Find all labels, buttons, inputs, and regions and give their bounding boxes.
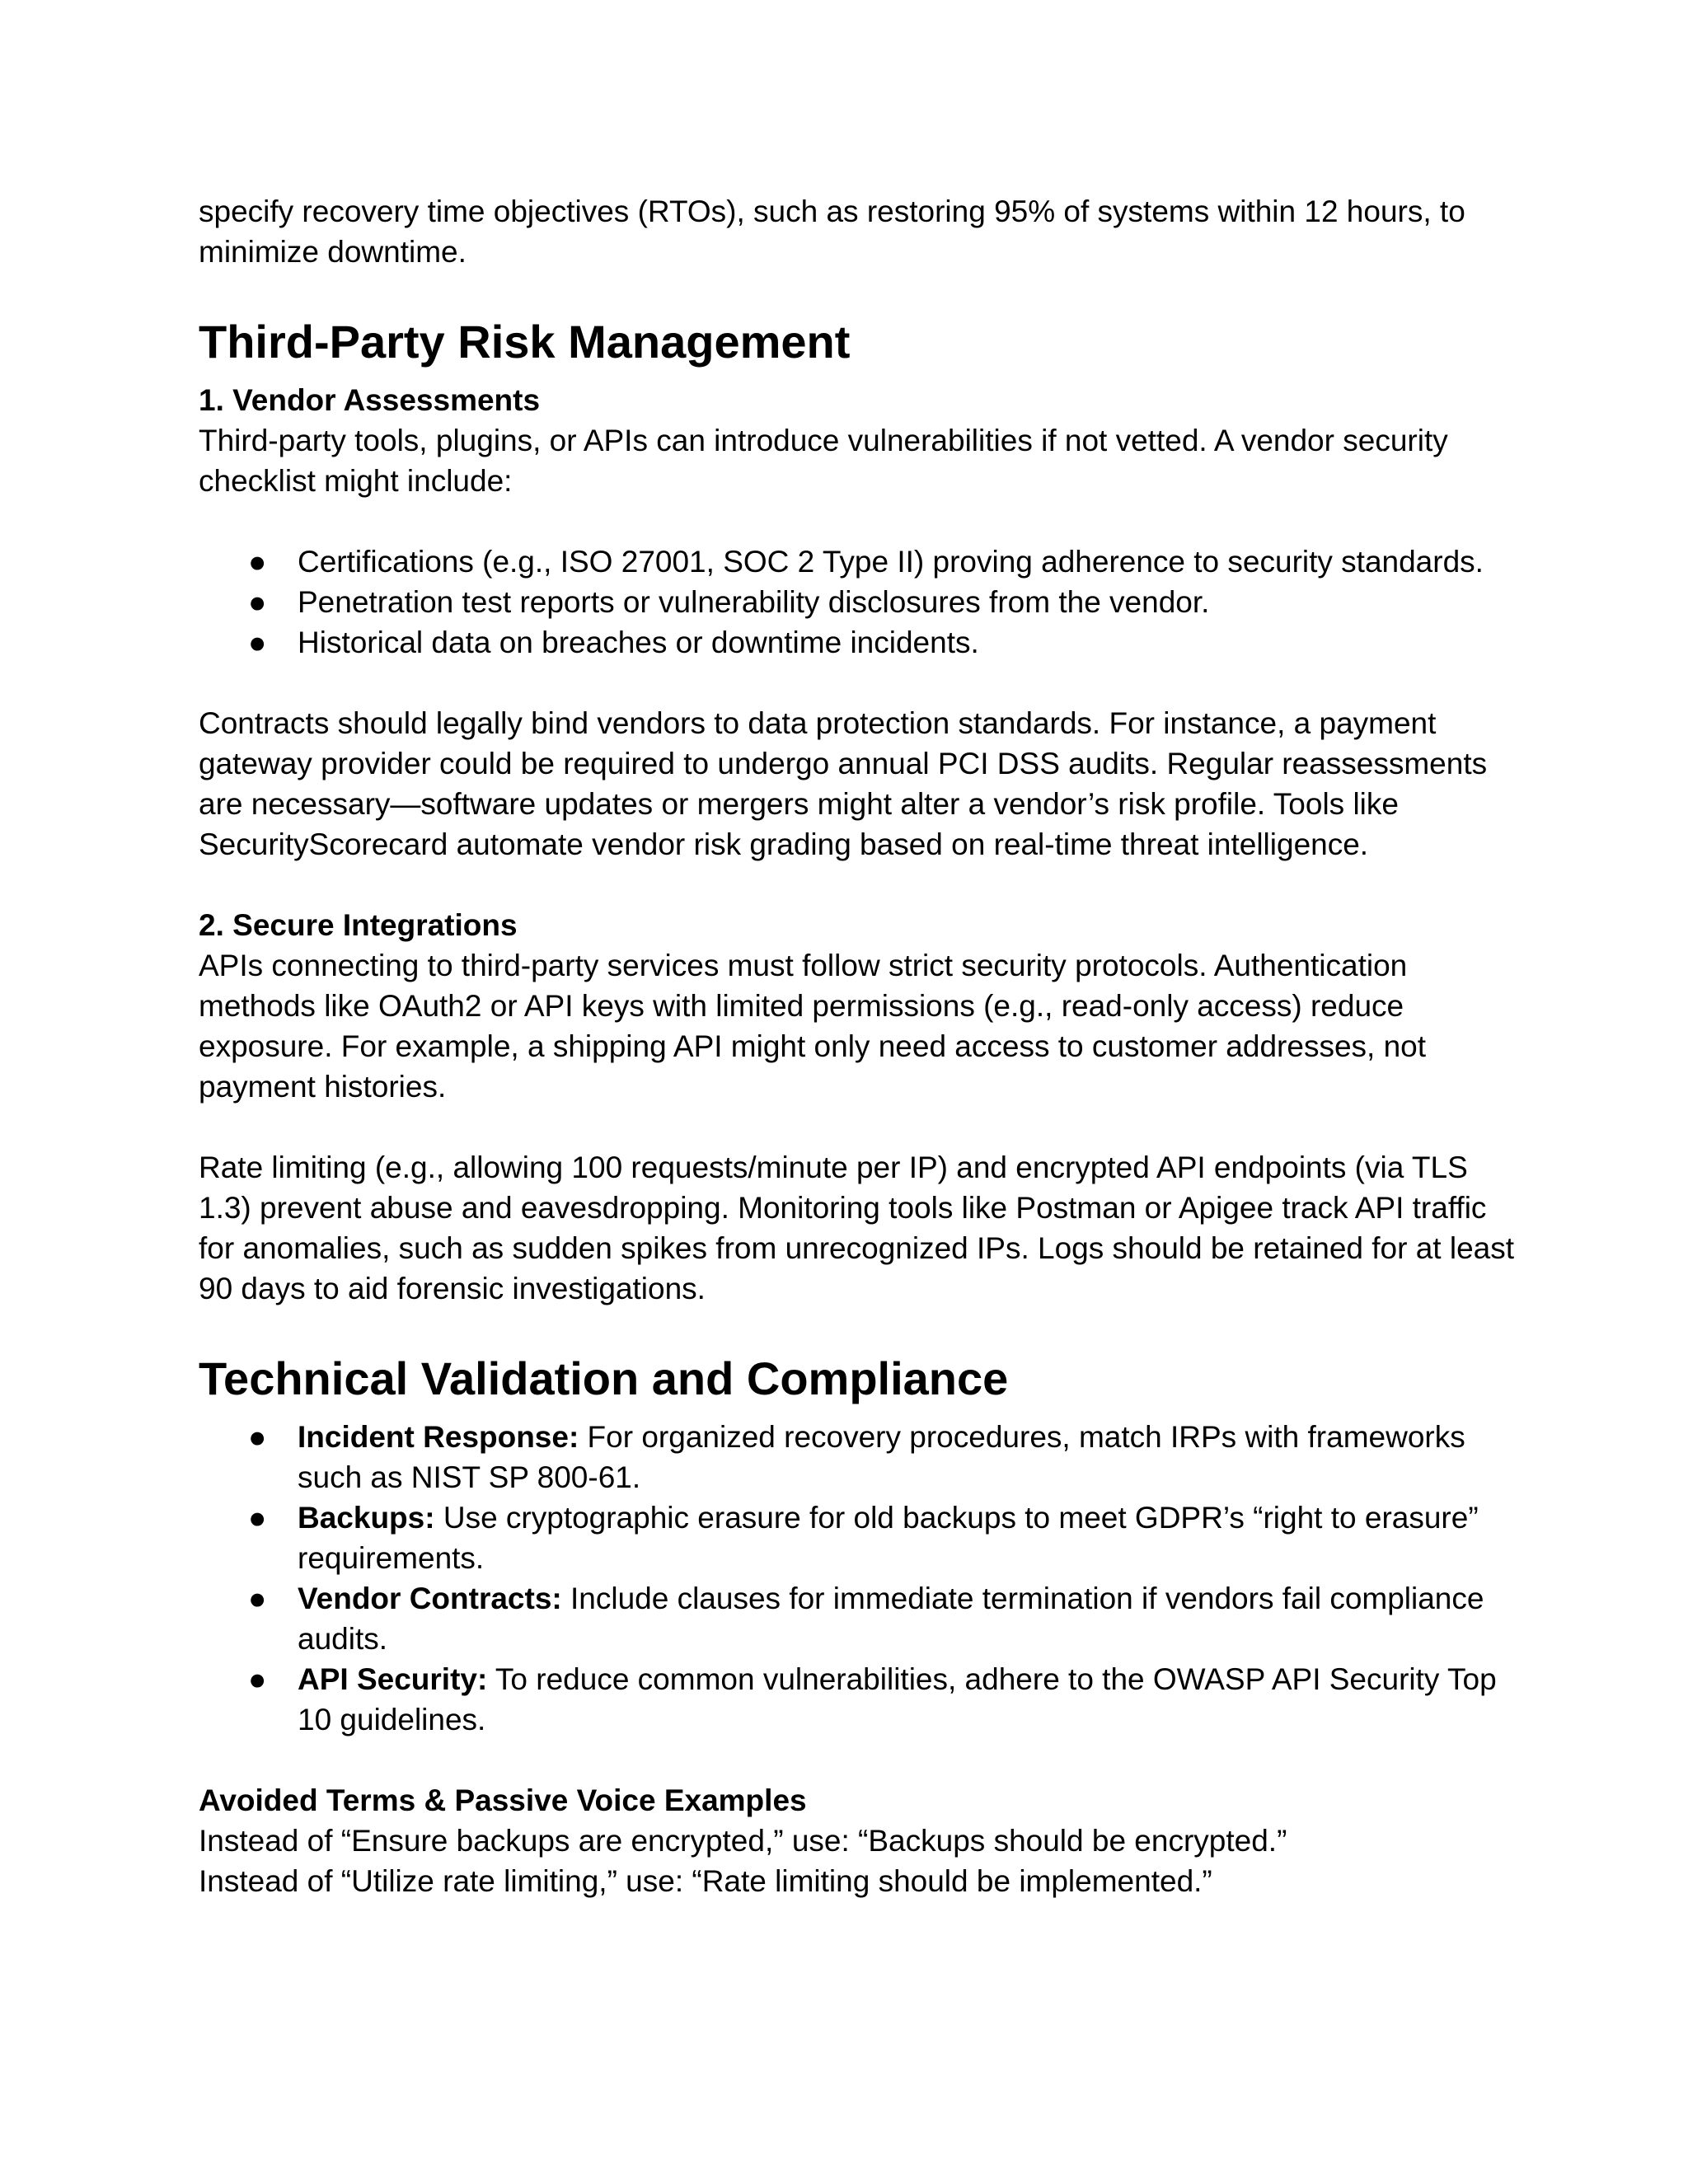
bullet-icon: ● <box>248 585 267 619</box>
secure-paragraph-2: Rate limiting (e.g., allowing 100 requests/minute per IP) and encrypted API endpoints (via TLS 1.3) prevent abuse and eavesdropping. Monitoring tools like Postman or Apigee track API traffic for anomalies, such as sudden spikes from unrecognized IPs. Logs should be retained for at least 90 days to aid forensic investigations. <box>199 1151 1515 1305</box>
list-item <box>199 1659 1526 1740</box>
example-line-1: Instead of “Ensure backups are encrypted,” use: “Backups should be encrypted.” <box>199 1824 1287 1858</box>
list-item: ● Certifications (e.g., ISO 27001, SOC 2 Type II) proving adherence to security standards. <box>199 541 1526 582</box>
item-label: Vendor Contracts: <box>298 1582 562 1615</box>
section-heading-technical: Technical Validation and Compliance <box>199 1352 1009 1404</box>
item-label: API Security: <box>298 1662 488 1696</box>
subheading-secure-integrations: 2. Secure Integrations <box>199 908 518 942</box>
secure-paragraph-1: APIs connecting to third-party services must follow strict security protocols. Authentication methods like OAuth2 or API keys with limited permissions (e.g., read-only access) reduce exposure. For example, a shipping API might only need access to customer addresses, not payment histories. <box>199 949 1427 1104</box>
item-label: Backups: <box>298 1501 435 1535</box>
vendor-paragraph: Third-party tools, plugins, or APIs can introduce vulnerabilities if not vetted. A vendor security checklist might include: <box>199 424 1448 498</box>
list-item <box>199 1578 1526 1659</box>
bullet-icon: ● <box>248 1662 267 1696</box>
bullet-icon: ● <box>248 1582 267 1615</box>
bullet-icon: ● <box>248 545 267 579</box>
list-item: ● Historical data on breaches or downtime incidents. <box>199 622 1526 663</box>
bullet-icon: ● <box>248 626 267 659</box>
subheading-avoided-terms: Avoided Terms & Passive Voice Examples <box>199 1783 807 1817</box>
item-text: For organized recovery procedures, match IRPs with frameworks such as NIST SP 800-61. <box>298 1420 1465 1494</box>
list-item <box>199 1417 1526 1497</box>
subheading-vendor-assessments: 1. Vendor Assessments <box>199 383 541 417</box>
vendor-checklist <box>199 541 1526 663</box>
item-text: To reduce common vulnerabilities, adhere to the OWASP API Security Top 10 guidelines. <box>298 1662 1497 1736</box>
bullet-icon: ● <box>248 1501 267 1535</box>
contracts-paragraph: Contracts should legally bind vendors to data protection standards. For instance, a payment gateway provider could be required to undergo annual PCI DSS audits. Regular reassessments are necessary—software updates or mergers might alter a vendor’s risk profile. Tools like SecurityScorecard automate vendor risk grading based on real-time threat intelligence. <box>199 706 1488 861</box>
document-page <box>199 191 1526 1901</box>
technical-list <box>199 1417 1526 1740</box>
bullet-icon: ● <box>248 1420 267 1454</box>
item-text: Use cryptographic erasure for old backups to meet GDPR’s “right to erasure” requirements. <box>298 1501 1479 1575</box>
list-item <box>199 1497 1526 1578</box>
section-heading-third-party: Third-Party Risk Management <box>199 316 851 368</box>
example-line-2: Instead of “Utilize rate limiting,” use: “Rate limiting should be implemented.” <box>199 1864 1212 1898</box>
list-item: ● Penetration test reports or vulnerability disclosures from the vendor. <box>199 582 1526 622</box>
intro-paragraph: specify recovery time objectives (RTOs), such as restoring 95% of systems within 12 hours, to minimize downtime. <box>199 194 1465 269</box>
item-label: Incident Response: <box>298 1420 579 1454</box>
item-text: Include clauses for immediate termination if vendors fail compliance audits. <box>298 1582 1484 1656</box>
